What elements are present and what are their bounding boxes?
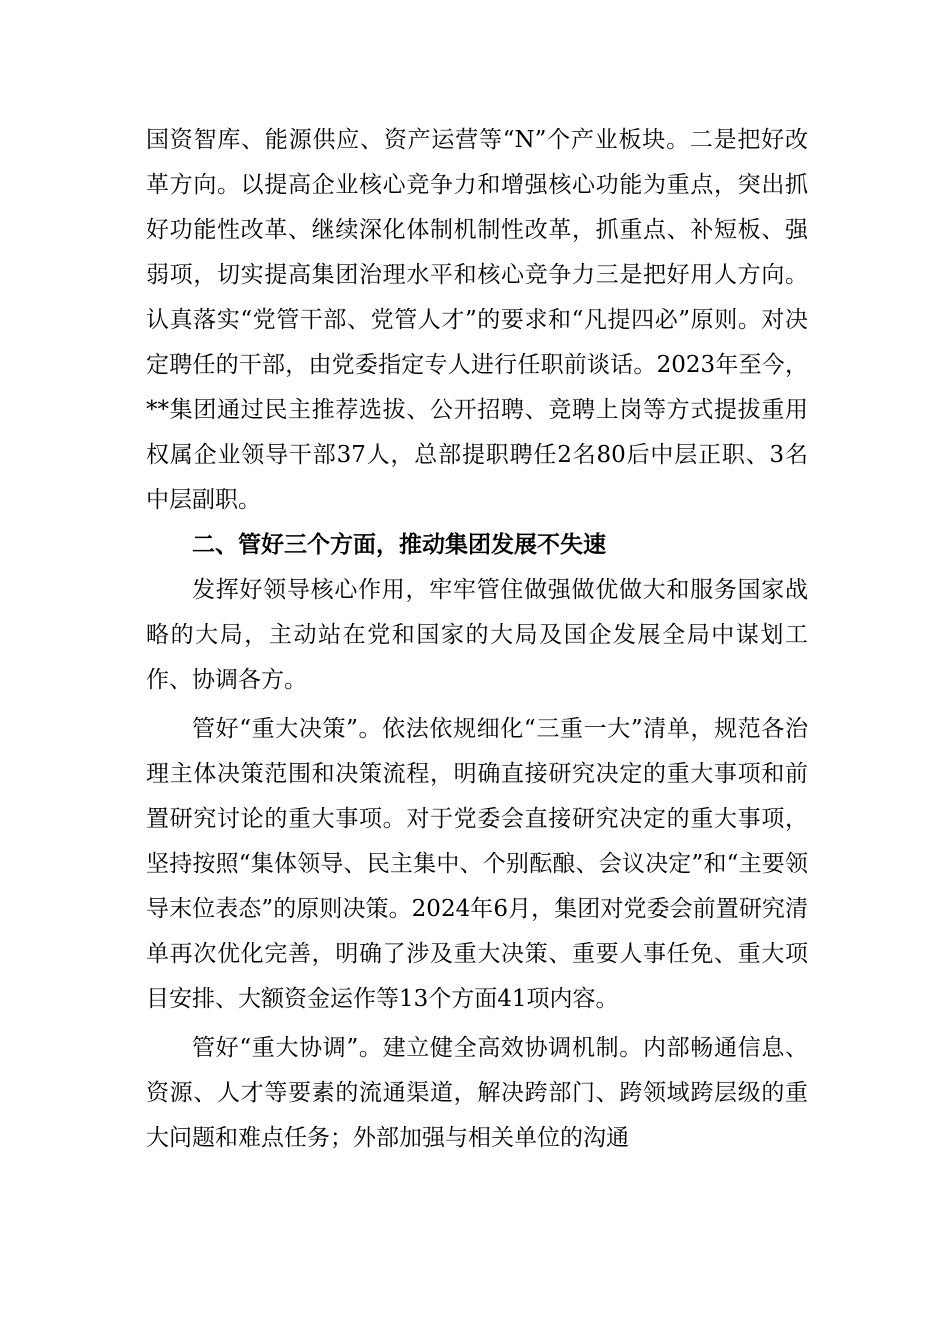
- section-heading: 二、管好三个方面，推动集团发展不失速: [192, 532, 606, 558]
- paragraph-intro: 发挥好领导核心作用，牢牢管住做强做优做大和服务国家战略的大局，主动站在党和国家的大局及国企发展全局中谋划工作、协调各方。: [146, 577, 808, 693]
- paragraph-major-coordination: 管好“重大协调”。建立健全高效协调机制。内部畅通信息、资源、人才等要素的流通渠道，解决跨部门、跨领域跨层级的重大问题和难点任务；外部加强与相关单位的沟通: [146, 1035, 808, 1151]
- paragraph-major-decisions: 管好“重大决策”。依法依规细化“三重一大”清单，规范各治理主体决策范围和决策流程，明确直接研究决定的重大事项和前置研究讨论的重大事项。对于党委会直接研究决定的重大事项，坚持按照“集体领导、民主集中、个别酝酿、会议决定”和“主要领导末位表态”的原则决策。2024年6月，集团对党委会前置研究清单再次优化完善，明确了涉及重大决策、重要人事任免、重大项目安排、大额资金运作等13个方面41项内容。: [146, 716, 808, 1012]
- document-page: [146, 118, 808, 1161]
- paragraph-continuation: 国资智库、能源供应、资产运营等“N”个产业板块。二是把好改革方向。以提高企业核心竞争力和增强核心功能为重点，突出抓好功能性改革、继续深化体制机制性改革，抓重点、补短板、强弱项，切实提高集团治理水平和核心竞争力三是把好用人方向。认真落实“党管干部、党管人才”的要求和“凡提四必”原则。对决定聘任的干部，由党委指定专人进行任职前谈话。2023年至今，**集团通过民主推荐选拔、公开招聘、竞聘上岗等方式提拔重用权属企业领导干部37人，总部提职聘任2名80后中层正职、3名中层副职。: [146, 127, 808, 513]
